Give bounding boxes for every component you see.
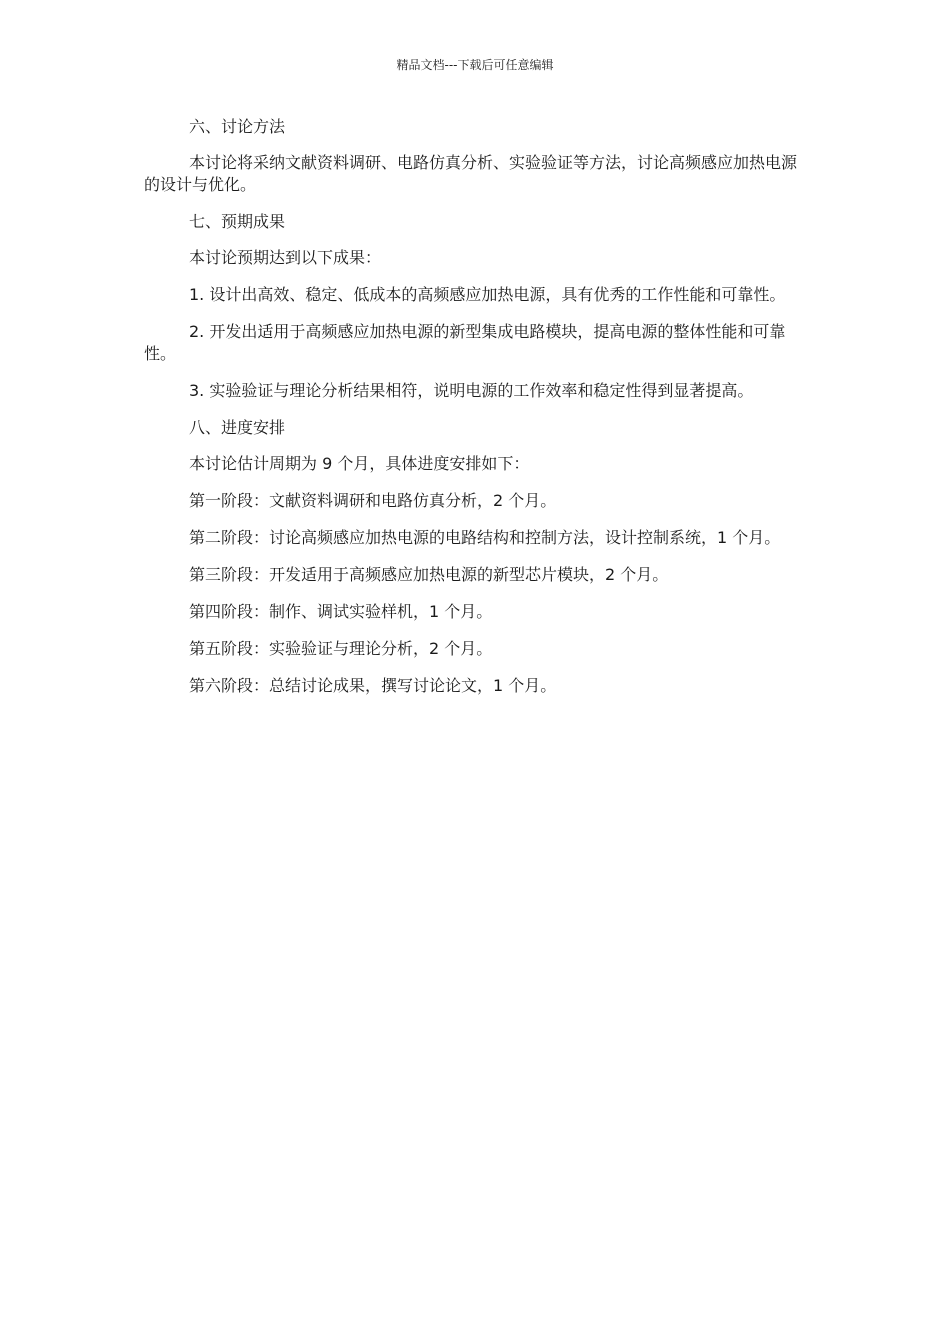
schedule-stage-1: 第一阶段：文献资料调研和电路仿真分析，2 个月。 — [189, 491, 557, 510]
schedule-stage-5: 第五阶段：实验验证与理论分析，2 个月。 — [189, 639, 493, 658]
section-heading-expected-results: 七、预期成果 — [189, 212, 286, 231]
list-item-result-2: 2. 开发出适用于高频感应加热电源的新型集成电路模块，提高电源的整体性能和可靠性。 — [144, 322, 786, 363]
paragraph-methods: 本讨论将采纳文献资料调研、电路仿真分析、实验验证等方法，讨论高频感应加热电源的设计与优化。 — [144, 153, 798, 194]
schedule-stage-4: 第四阶段：制作、调试实验样机，1 个月。 — [189, 602, 493, 621]
paragraph-results-intro: 本讨论预期达到以下成果： — [189, 248, 382, 267]
section-heading-schedule: 八、进度安排 — [189, 418, 286, 437]
list-item-result-1: 1. 设计出高效、稳定、低成本的高频感应加热电源，具有优秀的工作性能和可靠性。 — [189, 285, 786, 304]
page-header: 精品文档---下载后可任意编辑 — [396, 58, 554, 72]
list-item-result-3: 3. 实验验证与理论分析结果相符，说明电源的工作效率和稳定性得到显著提高。 — [189, 381, 754, 400]
schedule-stage-6: 第六阶段：总结讨论成果，撰写讨论论文，1 个月。 — [189, 676, 557, 695]
section-heading-methods: 六、讨论方法 — [189, 117, 286, 136]
schedule-stage-3: 第三阶段：开发适用于高频感应加热电源的新型芯片模块，2 个月。 — [189, 565, 669, 584]
paragraph-schedule-intro: 本讨论估计周期为 9 个月，具体进度安排如下： — [189, 454, 530, 473]
schedule-stage-2: 第二阶段：讨论高频感应加热电源的电路结构和控制方法，设计控制系统，1 个月。 — [189, 528, 781, 547]
document-body — [144, 116, 806, 712]
